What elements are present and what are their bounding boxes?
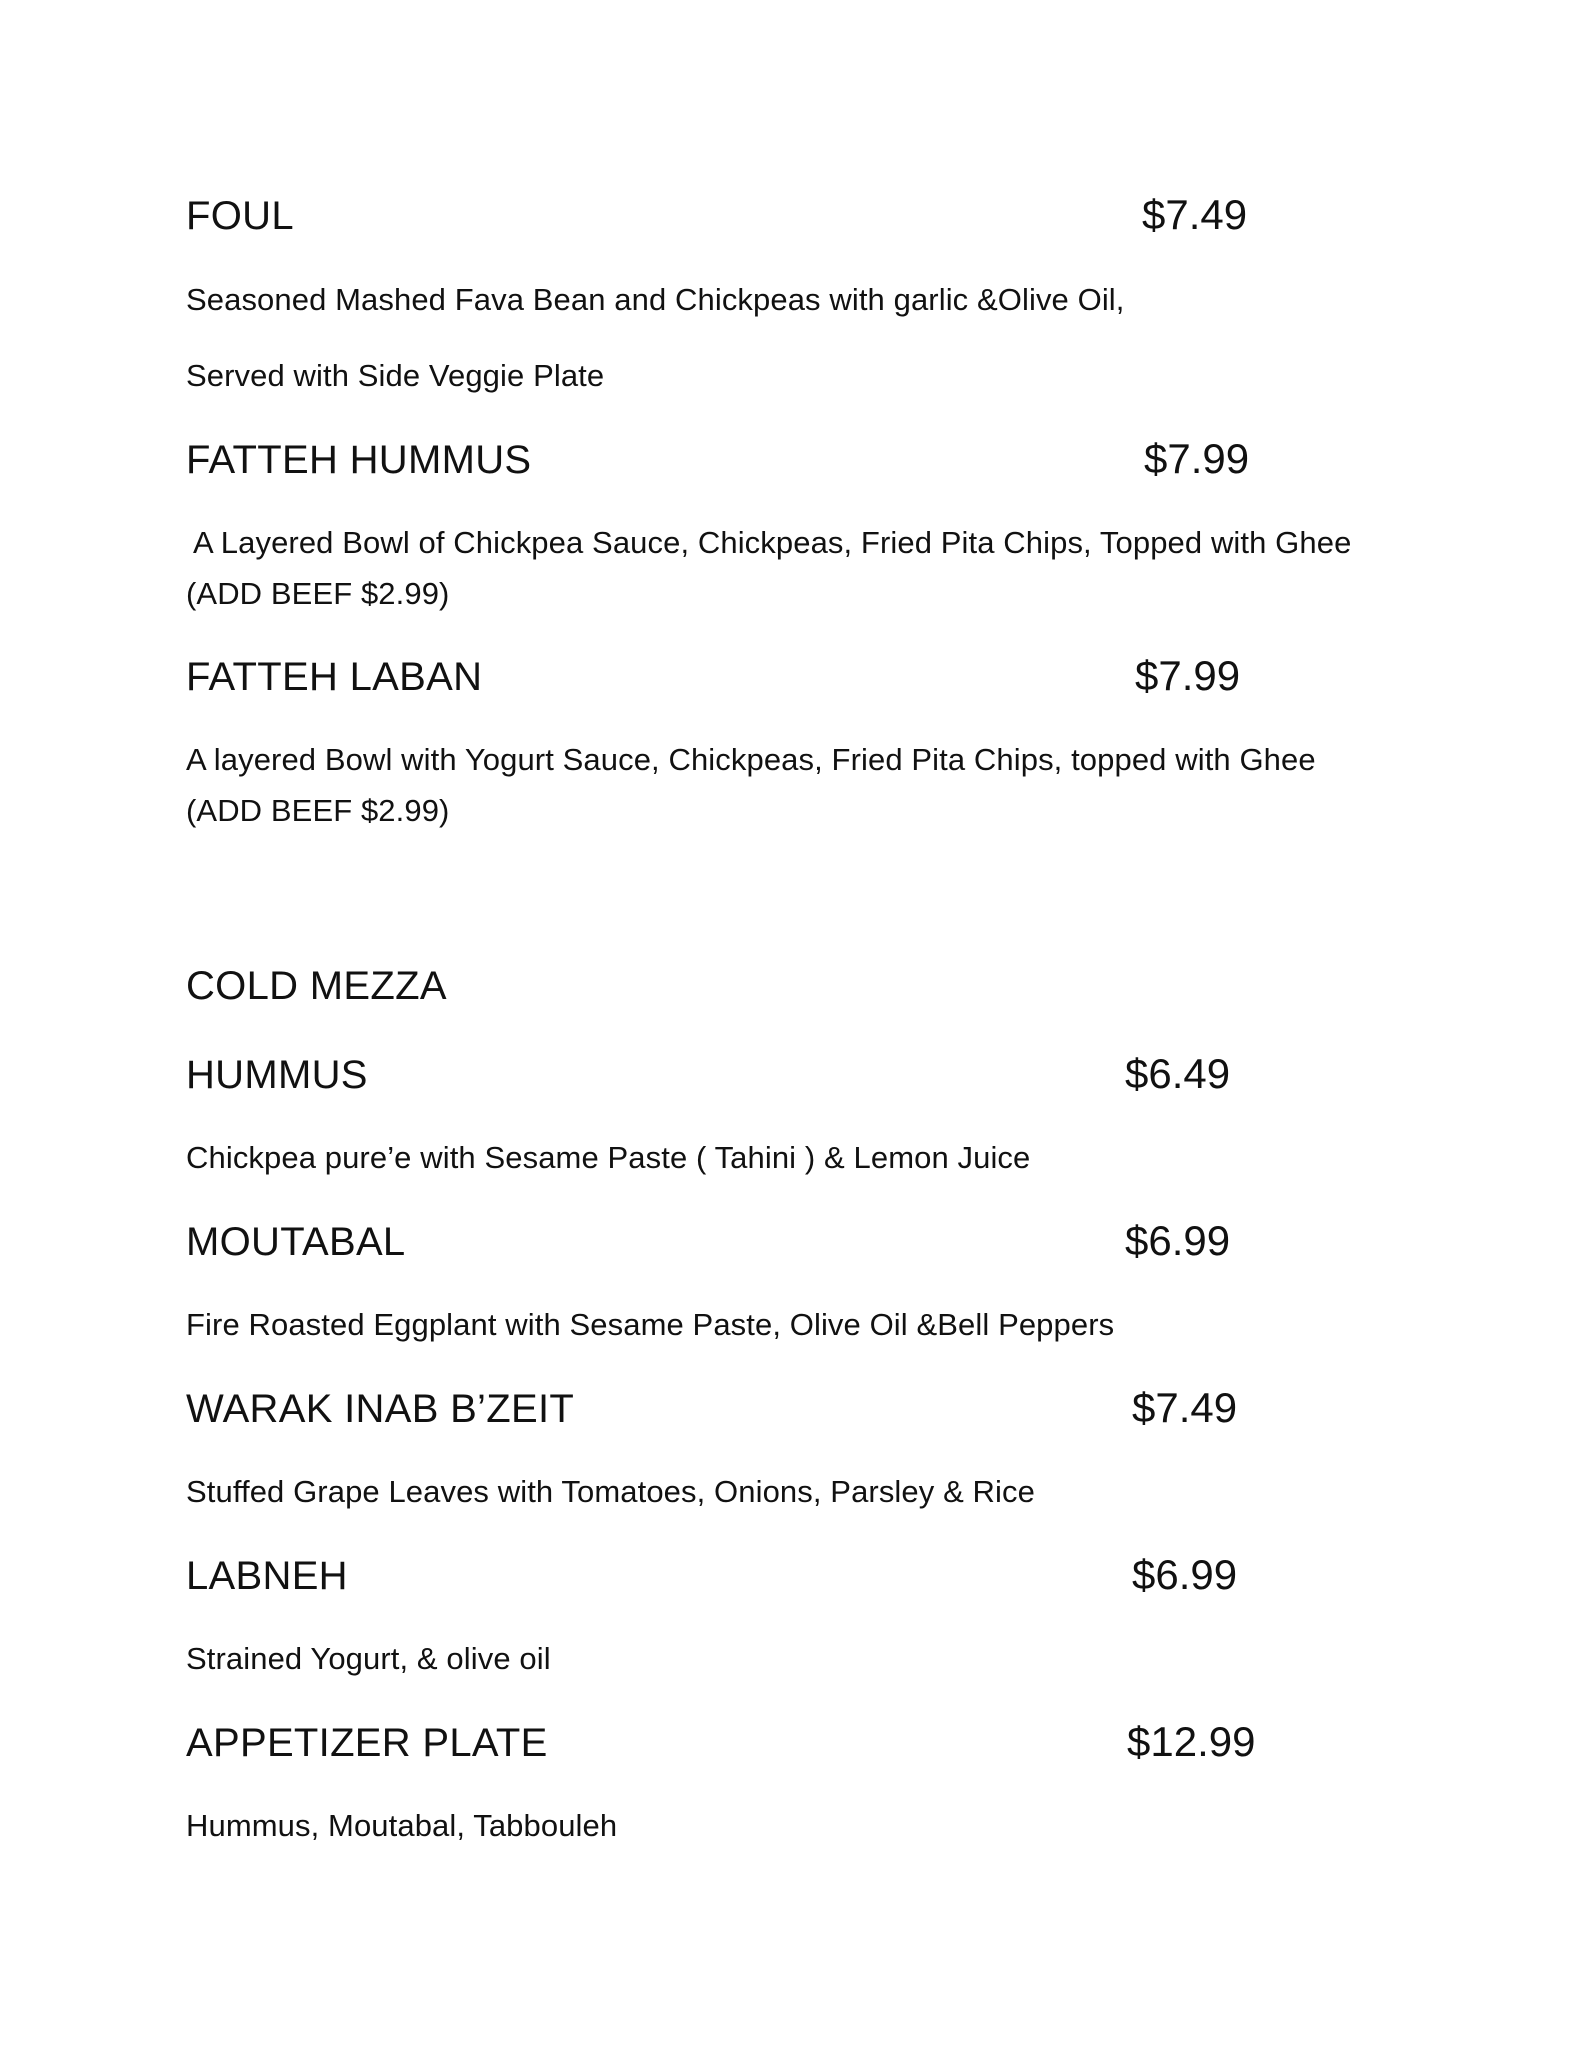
menu-item-addon: (ADD BEEF $2.99) bbox=[186, 576, 450, 611]
menu-item-price: $12.99 bbox=[1127, 1718, 1256, 1765]
menu-item-name: APPETIZER PLATE bbox=[186, 1721, 548, 1765]
section-title: COLD MEZZA bbox=[186, 964, 447, 1008]
menu-item-name: FOUL bbox=[186, 194, 294, 238]
menu-item-price: $6.49 bbox=[1125, 1050, 1231, 1097]
menu-item-description: A Layered Bowl of Chickpea Sauce, Chickpeas, Fried Pita Chips, Topped with Ghee bbox=[186, 525, 1352, 560]
menu-item-description: A layered Bowl with Yogurt Sauce, Chickpeas, Fried Pita Chips, topped with Ghee bbox=[186, 742, 1316, 777]
menu-item-addon: (ADD BEEF $2.99) bbox=[186, 793, 450, 828]
menu-item-price: $7.99 bbox=[1135, 652, 1241, 699]
menu-item-description: Strained Yogurt, & olive oil bbox=[186, 1641, 551, 1676]
menu-item-price: $6.99 bbox=[1125, 1217, 1231, 1264]
menu-item-description: Fire Roasted Eggplant with Sesame Paste, Olive Oil &Bell Peppers bbox=[186, 1307, 1115, 1342]
menu-item-description: Seasoned Mashed Fava Bean and Chickpeas with garlic &Olive Oil, bbox=[186, 282, 1125, 317]
menu-item-description: Served with Side Veggie Plate bbox=[186, 358, 605, 393]
menu-item-name: WARAK INAB B’ZEIT bbox=[186, 1387, 575, 1431]
menu-item-price: $7.49 bbox=[1132, 1384, 1238, 1431]
menu-item-name: FATTEH HUMMUS bbox=[186, 438, 532, 482]
menu-item-description: Stuffed Grape Leaves with Tomatoes, Onions, Parsley & Rice bbox=[186, 1474, 1035, 1509]
menu-item-description: Hummus, Moutabal, Tabbouleh bbox=[186, 1808, 618, 1843]
menu-item-price: $6.99 bbox=[1132, 1551, 1238, 1598]
menu-item-description: Chickpea pure’e with Sesame Paste ( Tahini ) & Lemon Juice bbox=[186, 1140, 1031, 1175]
menu-item-name: LABNEH bbox=[186, 1554, 348, 1598]
menu-item-name: FATTEH LABAN bbox=[186, 655, 483, 699]
menu-item-name: MOUTABAL bbox=[186, 1220, 406, 1264]
menu-item-price: $7.99 bbox=[1144, 435, 1250, 482]
menu-item-price: $7.49 bbox=[1142, 191, 1248, 238]
menu-item-name: HUMMUS bbox=[186, 1053, 368, 1097]
